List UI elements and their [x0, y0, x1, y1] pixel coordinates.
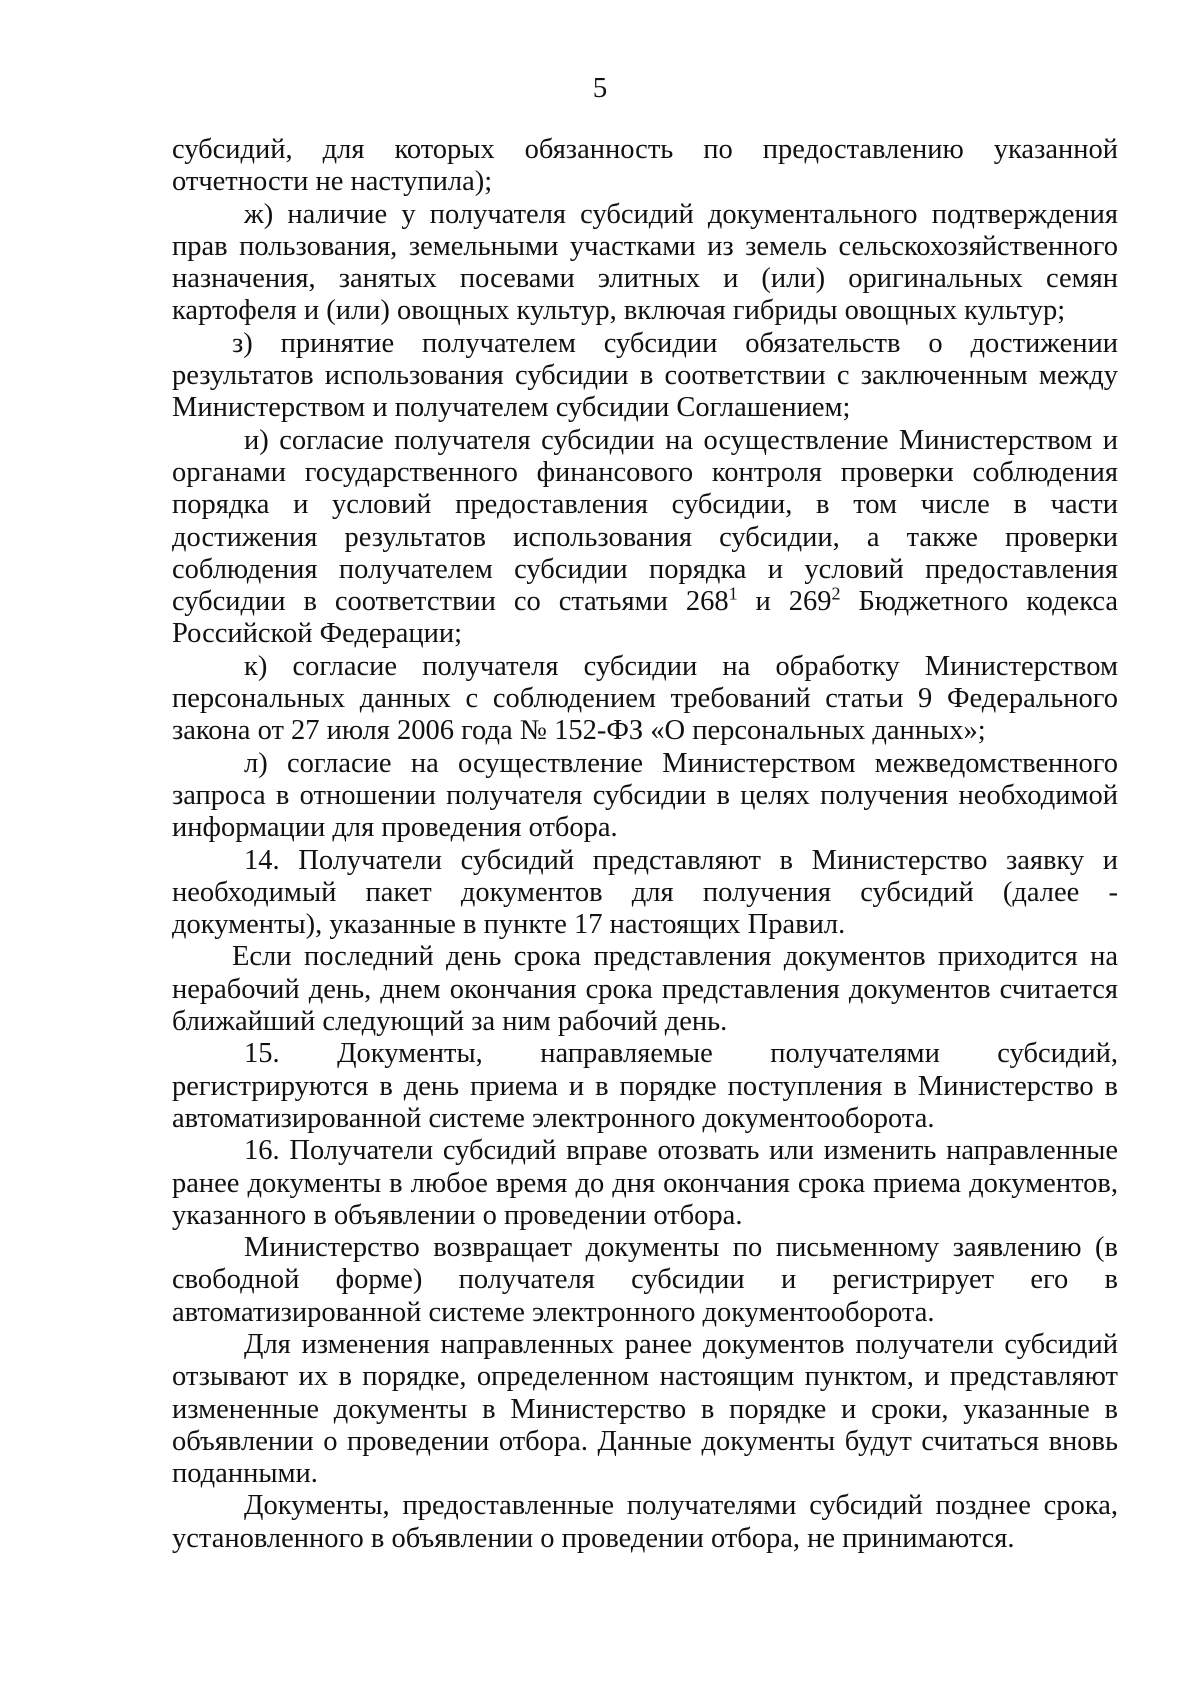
paragraph-clause-16-late: Документы, предоставленные получателями субсидий позднее срока, установленного в объявлении о проведении отбора, не принимаются.: [172, 1490, 1118, 1554]
paragraph-item-l: л) согласие на осуществление Министерством межведомственного запроса в отношении получателя субсидии в целях получения необходимой информации для проведения отбора.: [172, 747, 1118, 844]
paragraph-item-i-text-after: Бюджетного кодекса Российской Федерации;: [172, 586, 1118, 650]
paragraph-item-k: к) согласие получателя субсидии на обработку Министерством персональных данных с соблюдением требований статьи 9 Федерального закона от 27 июля 2006 года № 152-ФЗ «О персональных данных»;: [172, 650, 1118, 747]
paragraph-clause-14: 14. Получатели субсидий представляют в Министерство заявку и необходимый пакет документов для получения субсидий (далее - документы), указанные в пункте 17 настоящих Правил.: [172, 844, 1118, 941]
paragraph-item-i-text-before: и) согласие получателя субсидии на осуществление Министерством и органами государственного финансового контроля проверки соблюдения порядка и условий предоставления субсидии, в том числе в части достижения результатов использования субсидии, а также проверки соблюдения получателем субсидии порядка и условий предоставления субсидии в соответствии со статьями 268: [172, 424, 1118, 618]
paragraph-item-zh: ж) наличие у получателя субсидий документального подтверждения прав пользования, земельными участками из земель сельскохозяйственного назначения, занятых посевами элитных и (или) оригинальных семян картофеля и (или) овощных культур, включая гибриды овощных культур;: [172, 198, 1118, 327]
paragraph-clause-16: 16. Получатели субсидий вправе отозвать или изменить направленные ранее документы в любое время до дня окончания срока приема документов, указанного в объявлении о проведении отбора.: [172, 1135, 1118, 1231]
page-number: 5: [592, 72, 608, 104]
paragraph-item-z: з) принятие получателем субсидии обязательств о достижении результатов использования субсидии в соответствии с заключенным между Министерством и получателем субсидии Соглашением;: [172, 327, 1118, 424]
document-body: [172, 134, 1118, 1555]
footnote-superscript-2: 2: [831, 583, 841, 604]
paragraph-clause-16-return: Министерство возвращает документы по письменному заявлению (в свободной форме) получателя субсидии и регистрирует его в автоматизированной системе электронного документооборота.: [172, 1232, 1118, 1328]
paragraph-clause-15: 15. Документы, направляемые получателями субсидий, регистрируются в день приема и в порядке поступления в Министерство в автоматизированной системе электронного документооборота.: [172, 1038, 1118, 1134]
paragraph-clause-14-deadline: Если последний день срока представления документов приходится на нерабочий день, днем окончания срока представления документов считается ближайший следующий за ним рабочий день.: [172, 941, 1118, 1038]
paragraph-continuation: субсидий, для которых обязанность по предоставлению указанной отчетности не наступила);: [172, 134, 1118, 198]
footnote-superscript-1: 1: [728, 583, 738, 604]
paragraph-clause-16-change: Для изменения направленных ранее документов получатели субсидий отзывают их в порядке, определенном настоящим пунктом, и представляют измененные документы в Министерство в порядке и сроки, указанные в объявлении о проведении отбора. Данные документы будут считаться вновь поданными.: [172, 1328, 1118, 1490]
paragraph-item-i: [172, 425, 1118, 651]
paragraph-item-i-text-middle: и 269: [737, 586, 832, 618]
